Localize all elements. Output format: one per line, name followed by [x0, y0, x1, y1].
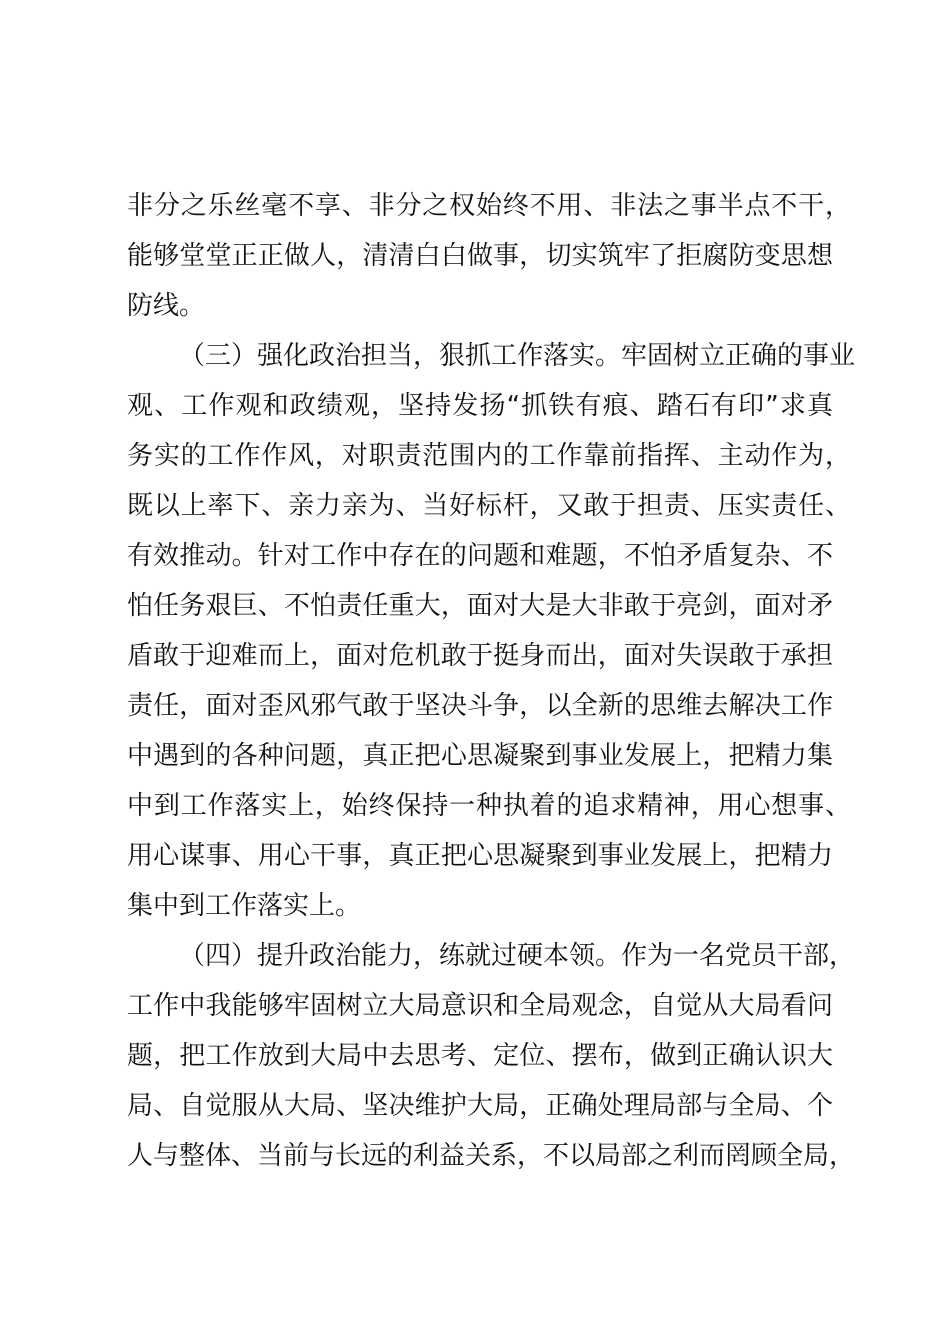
text-line: 盾敢于迎难而上，面对危机敢于挺身而出，面对失误敢于承担 [127, 641, 833, 671]
paragraph-heading-line: （三）强化政治担当，狠抓工作落实。牢固树立正确的事业 [179, 341, 856, 371]
text-line: 非分之乐丝毫不享、非分之权始终不用、非法之事半点不干， [127, 191, 851, 221]
text-line: 防线。 [127, 291, 206, 321]
text-line: 有效推动。针对工作中存在的问题和难题，不怕矛盾复杂、不 [127, 541, 833, 571]
text-line: 责任，面对歪风邪气敢于坚决斗争，以全新的思维去解决工作 [127, 691, 833, 721]
text-line: 既以上率下、亲力亲为、当好标杆，又敢于担责、压实责任、 [127, 491, 851, 521]
text-line: 工作中我能够牢固树立大局意识和全局观念，自觉从大局看问 [127, 991, 833, 1021]
text-line: 局、自觉服从大局、坚决维护大局，正确处理局部与全局、个 [127, 1091, 833, 1121]
text-line: 集中到工作落实上。 [127, 891, 362, 921]
text-line: 人与整体、当前与长远的利益关系，不以局部之利而罔顾全局， [127, 1141, 856, 1171]
text-line: 怕任务艰巨、不怕责任重大，面对大是大非敢于亮剑，面对矛 [127, 591, 833, 621]
text-line: 题，把工作放到大局中去思考、定位、摆布，做到正确认识大 [127, 1041, 833, 1071]
document-body [127, 181, 856, 1181]
text-line: 能够堂堂正正做人，清清白白做事，切实筑牢了拒腐防变思想 [127, 241, 833, 271]
paragraph-heading-line: （四）提升政治能力，练就过硬本领。作为一名党员干部， [179, 941, 856, 971]
text-line: 中遇到的各种问题，真正把心思凝聚到事业发展上，把精力集 [127, 741, 833, 771]
text-line: 用心谋事、用心干事，真正把心思凝聚到事业发展上，把精力 [127, 841, 833, 871]
text-line: 观、工作观和政绩观，坚持发扬“抓铁有痕、踏石有印”求真 [127, 391, 833, 421]
text-line: 中到工作落实上，始终保持一种执着的追求精神，用心想事、 [127, 791, 851, 821]
text-line: 务实的工作作风，对职责范围内的工作靠前指挥、主动作为， [127, 441, 851, 471]
